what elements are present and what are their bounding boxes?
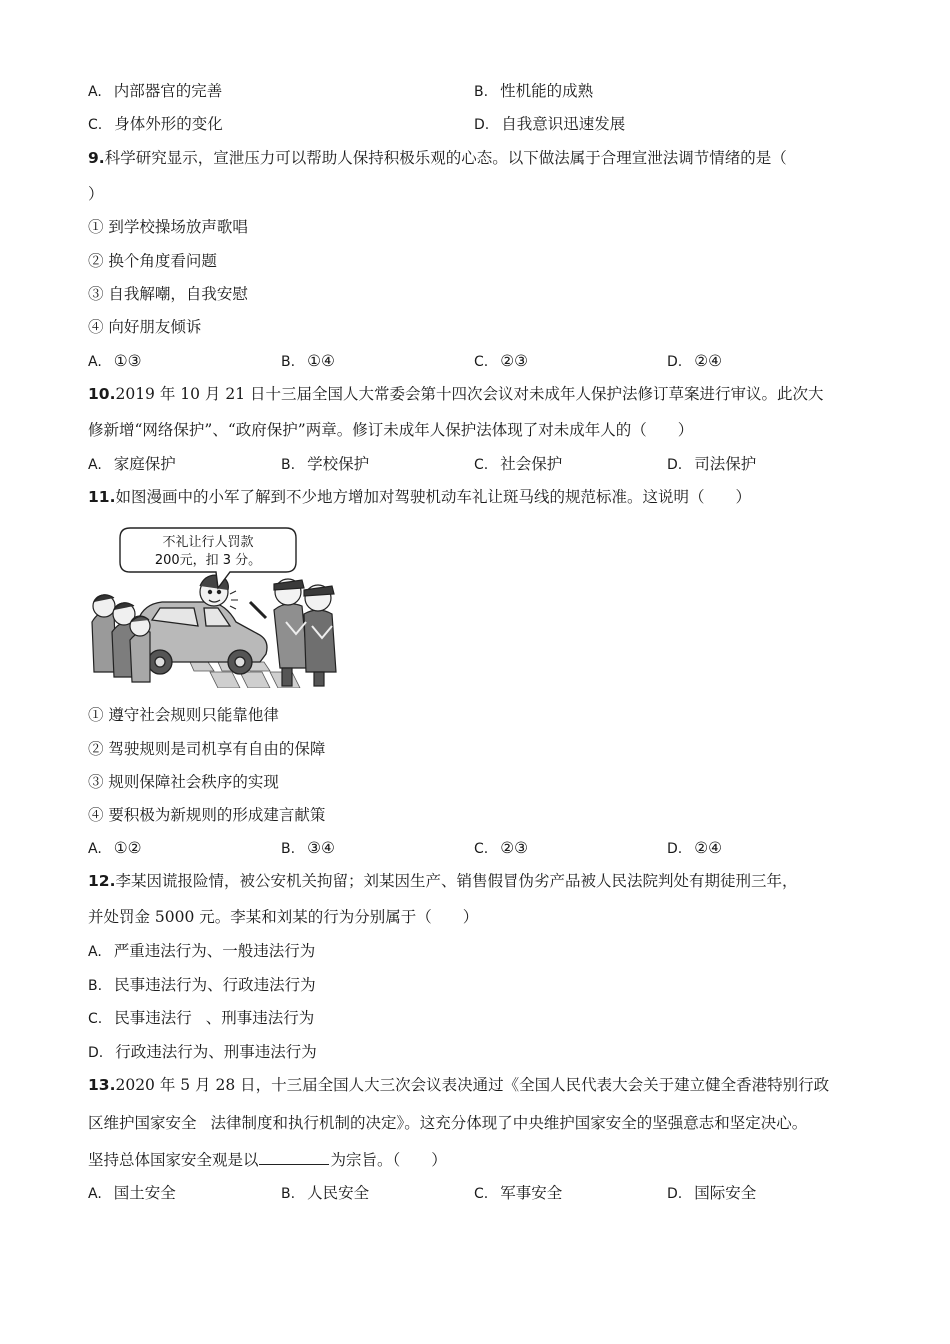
q13-stem-line2: 区维护国家安全 法律制度和执行机制的决定》。这充分体现了中央维护国家安全的坚强意志和坚定决心。 <box>88 1114 808 1132</box>
q13-option-b: B. 人民安全 <box>281 1184 370 1202</box>
q10-stem-line2: 修新增“网络保护”、“政府保护”两章。修订未成年人保护法体现了对未成年人的（ ） <box>88 421 694 439</box>
q10-option-a: A. 家庭保护 <box>88 455 176 473</box>
q8-option-b: B. 性机能的成熟 <box>474 82 594 100</box>
q12-stem-line2: 并处罚金 5000 元。李某和刘某的行为分别属于（ ） <box>88 908 479 926</box>
q9-item-2: ② 换个角度看问题 <box>88 252 217 270</box>
q10-stem-line1: 10.2019 年 10 月 21 日十三届全国人大常委会第十四次会议对未成年人保护法修订草案进行审议。此次大 <box>88 385 824 403</box>
q13-stem-line3: 坚持总体国家安全观是以 为宗旨。（ ） <box>88 1148 447 1171</box>
q8-option-a: A. 内部器官的完善 <box>88 82 223 100</box>
q11-item-3: ③ 规则保障社会秩序的实现 <box>88 773 279 791</box>
q10-option-b: B. 学校保护 <box>281 455 370 473</box>
q12-option-d: D. 行政违法行为、刑事违法行为 <box>88 1043 317 1061</box>
bubble-text-line2: 200元，扣 3 分。 <box>154 553 262 568</box>
q11-option-c: C. ②③ <box>474 839 529 857</box>
q13-option-c: C. 军事安全 <box>474 1184 563 1202</box>
q9-stem-line2: ） <box>88 185 104 203</box>
q12-option-c: C. 民事违法行 、刑事违法行为 <box>88 1009 315 1027</box>
q11-item-4: ④ 要积极为新规则的形成建言献策 <box>88 806 326 824</box>
q11-option-d: D. ②④ <box>667 839 723 857</box>
q9-option-d: D. ②④ <box>667 352 723 370</box>
q9-item-1: ① 到学校操场放声歌唱 <box>88 218 248 236</box>
q11-stem: 11.如图漫画中的小军了解到不少地方增加对驾驶机动车礼让斑马线的规范标准。这说明（ ） <box>88 488 751 506</box>
q11-item-1: ① 遵守社会规则只能靠他律 <box>88 706 279 724</box>
q11-item-2: ② 驾驶规则是司机享有自由的保障 <box>88 740 326 758</box>
q12-option-a: A. 严重违法行为、一般违法行为 <box>88 942 316 960</box>
q13-stem-line1: 13.2020 年 5 月 28 日，十三届全国人大三次会议表决通过《全国人民代表大会关于建立健全香港特别行政 <box>88 1076 830 1094</box>
q13-option-d: D. 国际安全 <box>667 1184 757 1202</box>
q9-option-b: B. ①④ <box>281 352 335 370</box>
q9-item-3: ③ 自我解嘲，自我安慰 <box>88 285 248 303</box>
q10-option-d: D. 司法保护 <box>667 455 757 473</box>
q9-item-4: ④ 向好朋友倾诉 <box>88 318 202 336</box>
answer-blank <box>259 1148 329 1165</box>
q13-option-a: A. 国土安全 <box>88 1184 176 1202</box>
bubble-text-line1: 不礼让行人罚款 <box>162 535 254 550</box>
q12-option-b: B. 民事违法行为、行政违法行为 <box>88 976 316 994</box>
q11-option-a: A. ①② <box>88 839 142 857</box>
q9-option-c: C. ②③ <box>474 352 529 370</box>
q12-stem-line1: 12.李某因谎报险情，被公安机关拘留；刘某因生产、销售假冒伪劣产品被人民法院判处有期徒刑三年， <box>88 872 798 890</box>
q9-option-a: A. ①③ <box>88 352 142 370</box>
q9-stem-line1: 9.科学研究显示，宣泄压力可以帮助人保持积极乐观的心态。以下做法属于合理宣泄法调节情绪的是（ <box>88 149 787 167</box>
q8-option-d: D. 自我意识迅速发展 <box>474 115 626 133</box>
q11-option-b: B. ③④ <box>281 839 335 857</box>
traffic-cartoon-image <box>90 522 342 688</box>
q8-option-c: C. 身体外形的变化 <box>88 115 223 133</box>
q10-option-c: C. 社会保护 <box>474 455 563 473</box>
